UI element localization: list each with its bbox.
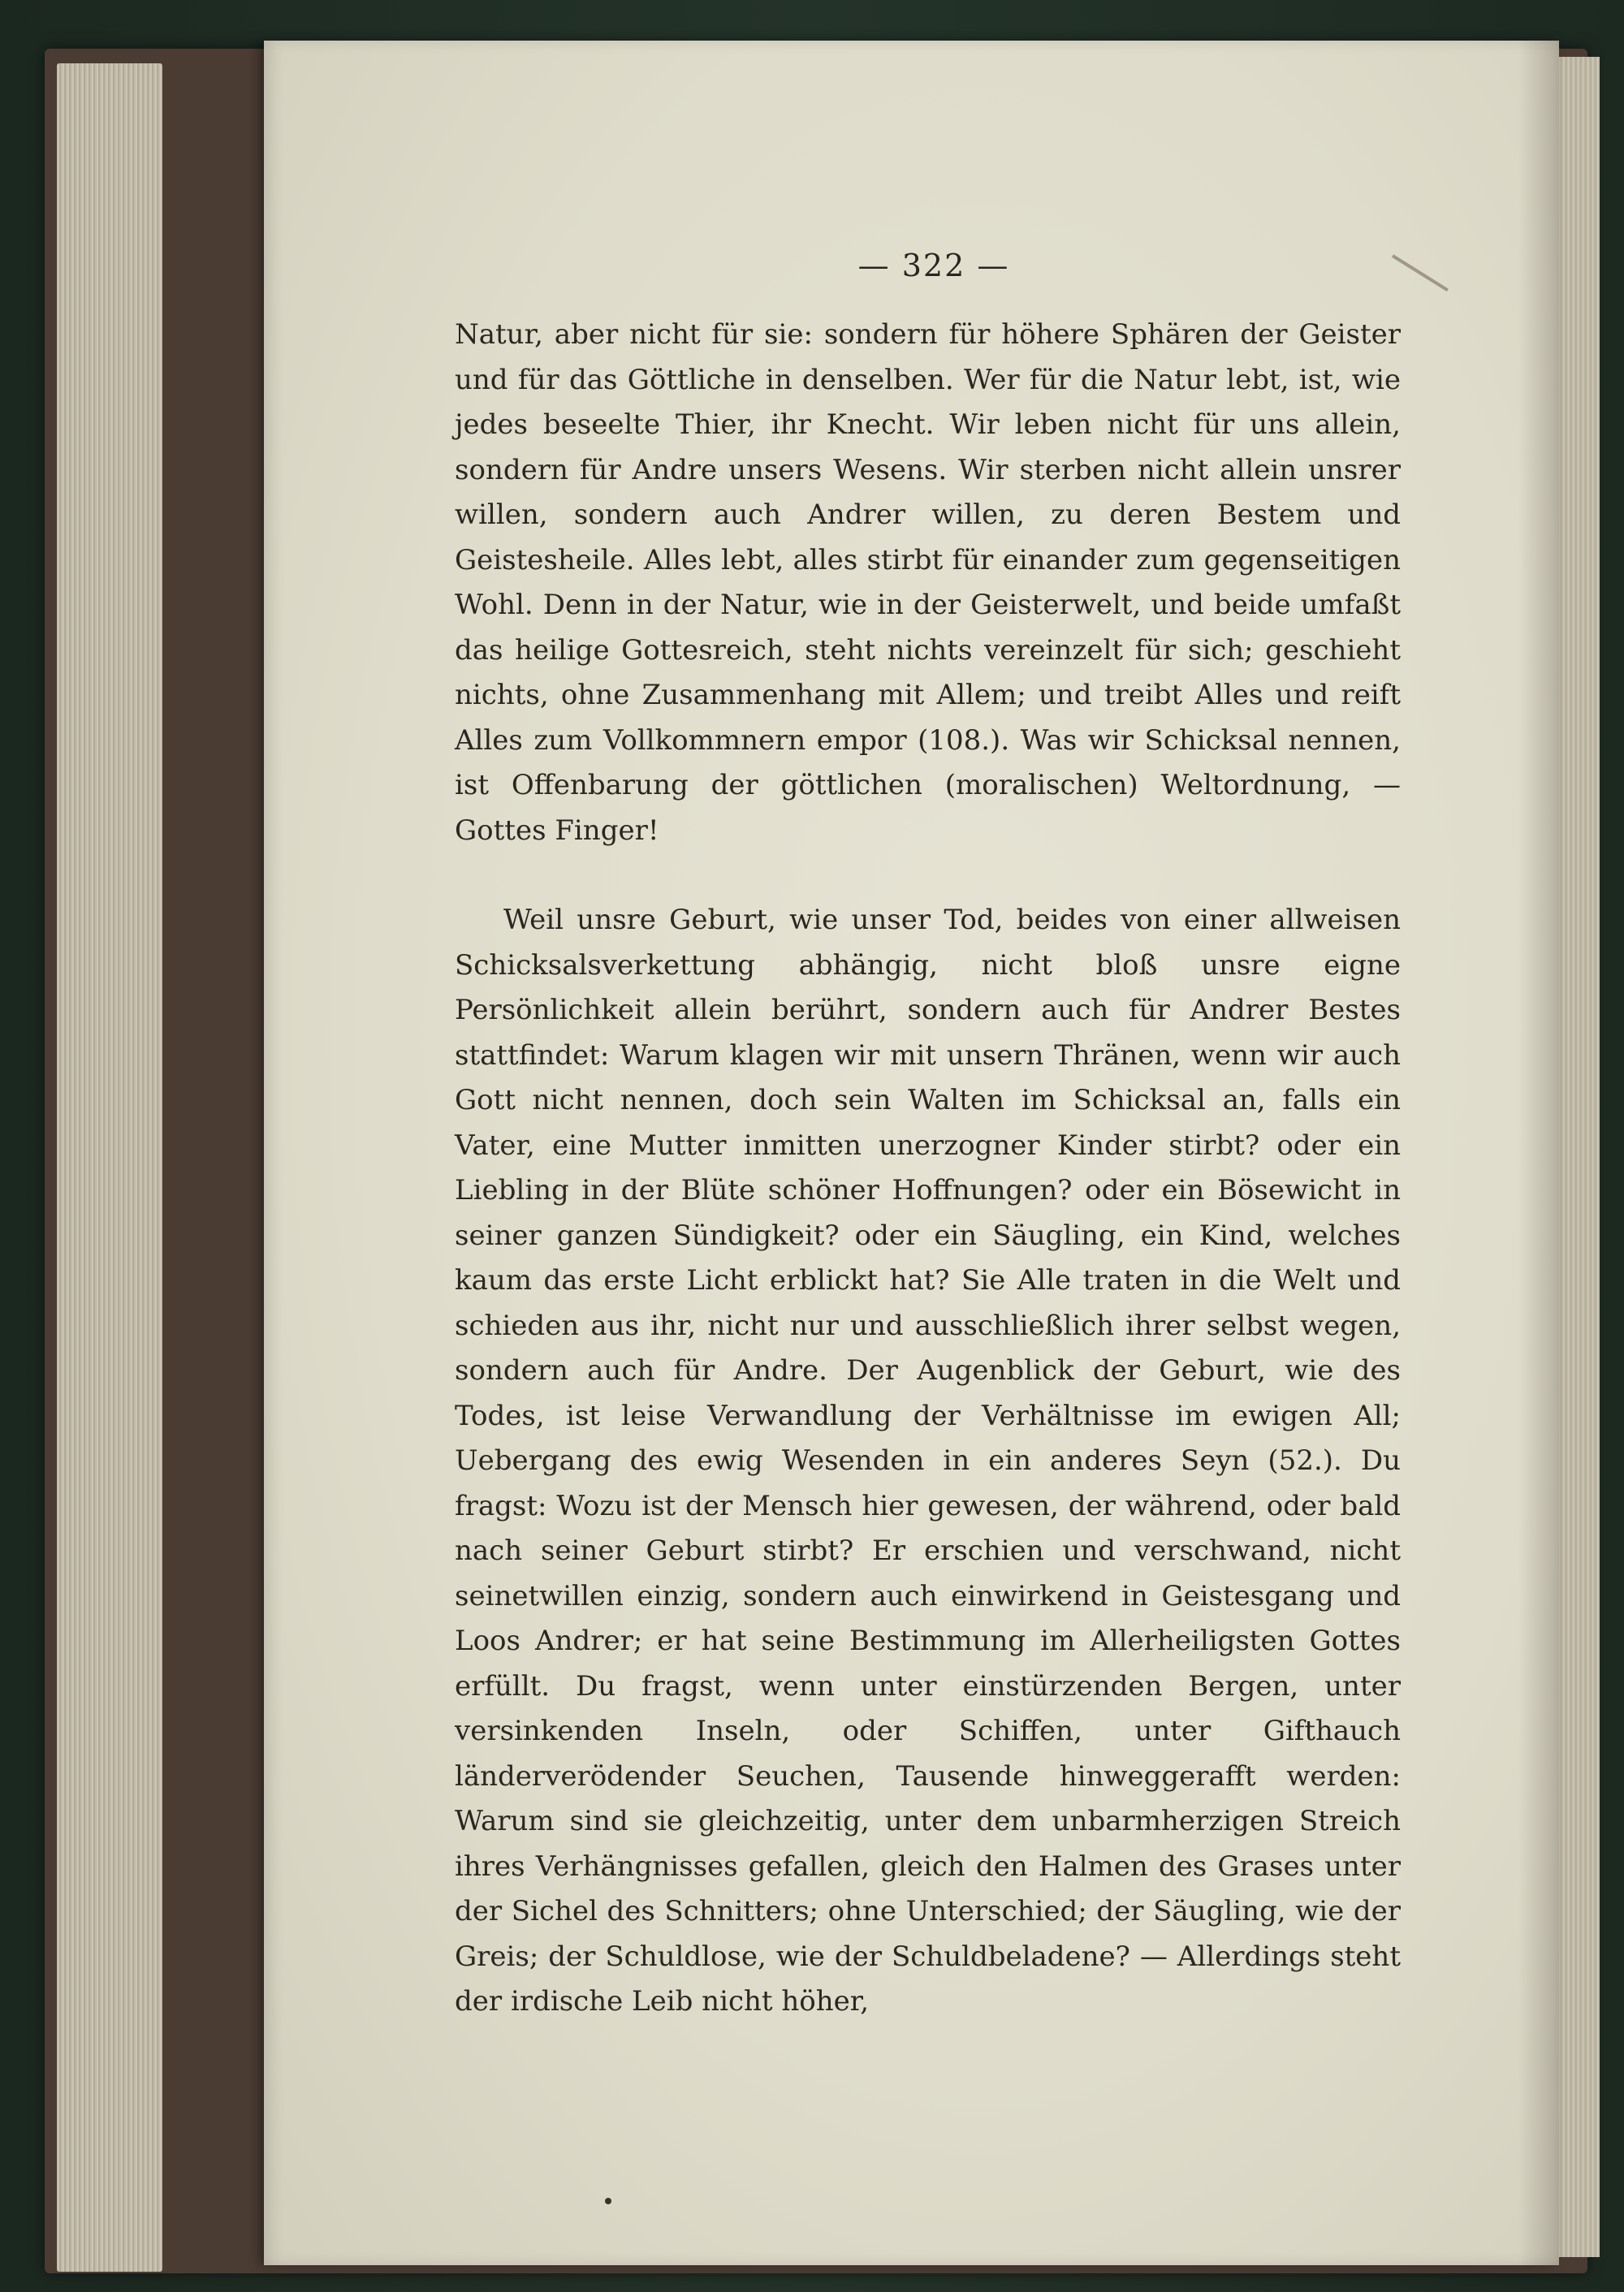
page-edges-left [57, 63, 162, 2272]
gutter-shadow [1518, 41, 1559, 2265]
ink-speck [605, 2198, 611, 2204]
paragraph-1: Natur, aber nicht für sie: sondern für höhere Sphären der Geister und für das Göttliche in denselben. Wer für die Natur lebt, ist, wie jedes beseelte Thier, ihr Knecht. Wir leben nicht für uns allein, sondern für Andre unsers Wesens. Wir sterben nicht allein unsrer willen, sondern auch Andrer willen, zu deren Bestem und Geistesheile. Alles lebt, alles stirbt für einander zum gegenseitigen Wohl. Denn in der Natur, wie in der Geisterwelt, und beide umfaßt das heilige Gottesreich, steht nichts vereinzelt für sich; geschieht nichts, ohne Zusammenhang mit Allem; und treibt Alles und reift Alles zum Vollkommnern empor (108.). Was wir Schicksal nennen, ist Offenbarung der göttlichen (moralischen) Weltordnung, — Gottes Finger! [455, 318, 1401, 847]
page-edges-right [1559, 57, 1600, 2257]
paragraph-2: Weil unsre Geburt, wie unser Tod, beides von einer allweisen Schicksalsverkettung abhängig, nicht bloß unsre eigne Persönlichkeit allein berührt, sondern auch für Andrer Bestes stattfindet: Warum klagen wir mit unsern Thränen, wenn wir auch Gott nicht nennen, doch sein Walten im Schicksal an, falls ein Vater, eine Mutter inmitten unerzogner Kinder stirbt? oder ein Liebling in der Blüte schöner Hoffnungen? oder ein Bösewicht in seiner ganzen Sündigkeit? oder ein Säugling, ein Kind, welches kaum das erste Licht erblickt hat? Sie Alle traten in die Welt und schieden aus ihr, nicht nur und ausschließlich ihrer selbst wegen, sondern auch für Andre. Der Augenblick der Geburt, wie des Todes, ist leise Verwandlung der Verhältnisse im ewigen All; Uebergang des ewig Wesenden in ein anderes Seyn (52.). Du fragst: Wozu ist der Mensch hier gewesen, der während, oder bald nach seiner Geburt stirbt? Er erschien und verschwand, nicht seinetwillen einzig, sondern auch einwirkend in Geistesgang und Loos Andrer; er hat seine Bestimmung im Allerheiligsten Gottes erfüllt. Du fragst, wenn unter einstürzenden Bergen, unter versinkenden Inseln, oder Schiffen, unter Gifthauch länderverödender Seuchen, Tausende hinweggerafft werden: Warum sind sie gleichzeitig, unter dem unbarmherzigen Streich ihres Verhängnisses gefallen, gleich den Halmen des Grases unter der Sichel des Schnitters; ohne Unterschied; der Säugling, wie der Greis; der Schuldlose, wie der Schuldbeladene? — Allerdings steht der irdische Leib nicht höher, [455, 904, 1401, 2018]
body-text [455, 313, 1401, 2025]
page-number: — 322 — [857, 248, 1010, 283]
